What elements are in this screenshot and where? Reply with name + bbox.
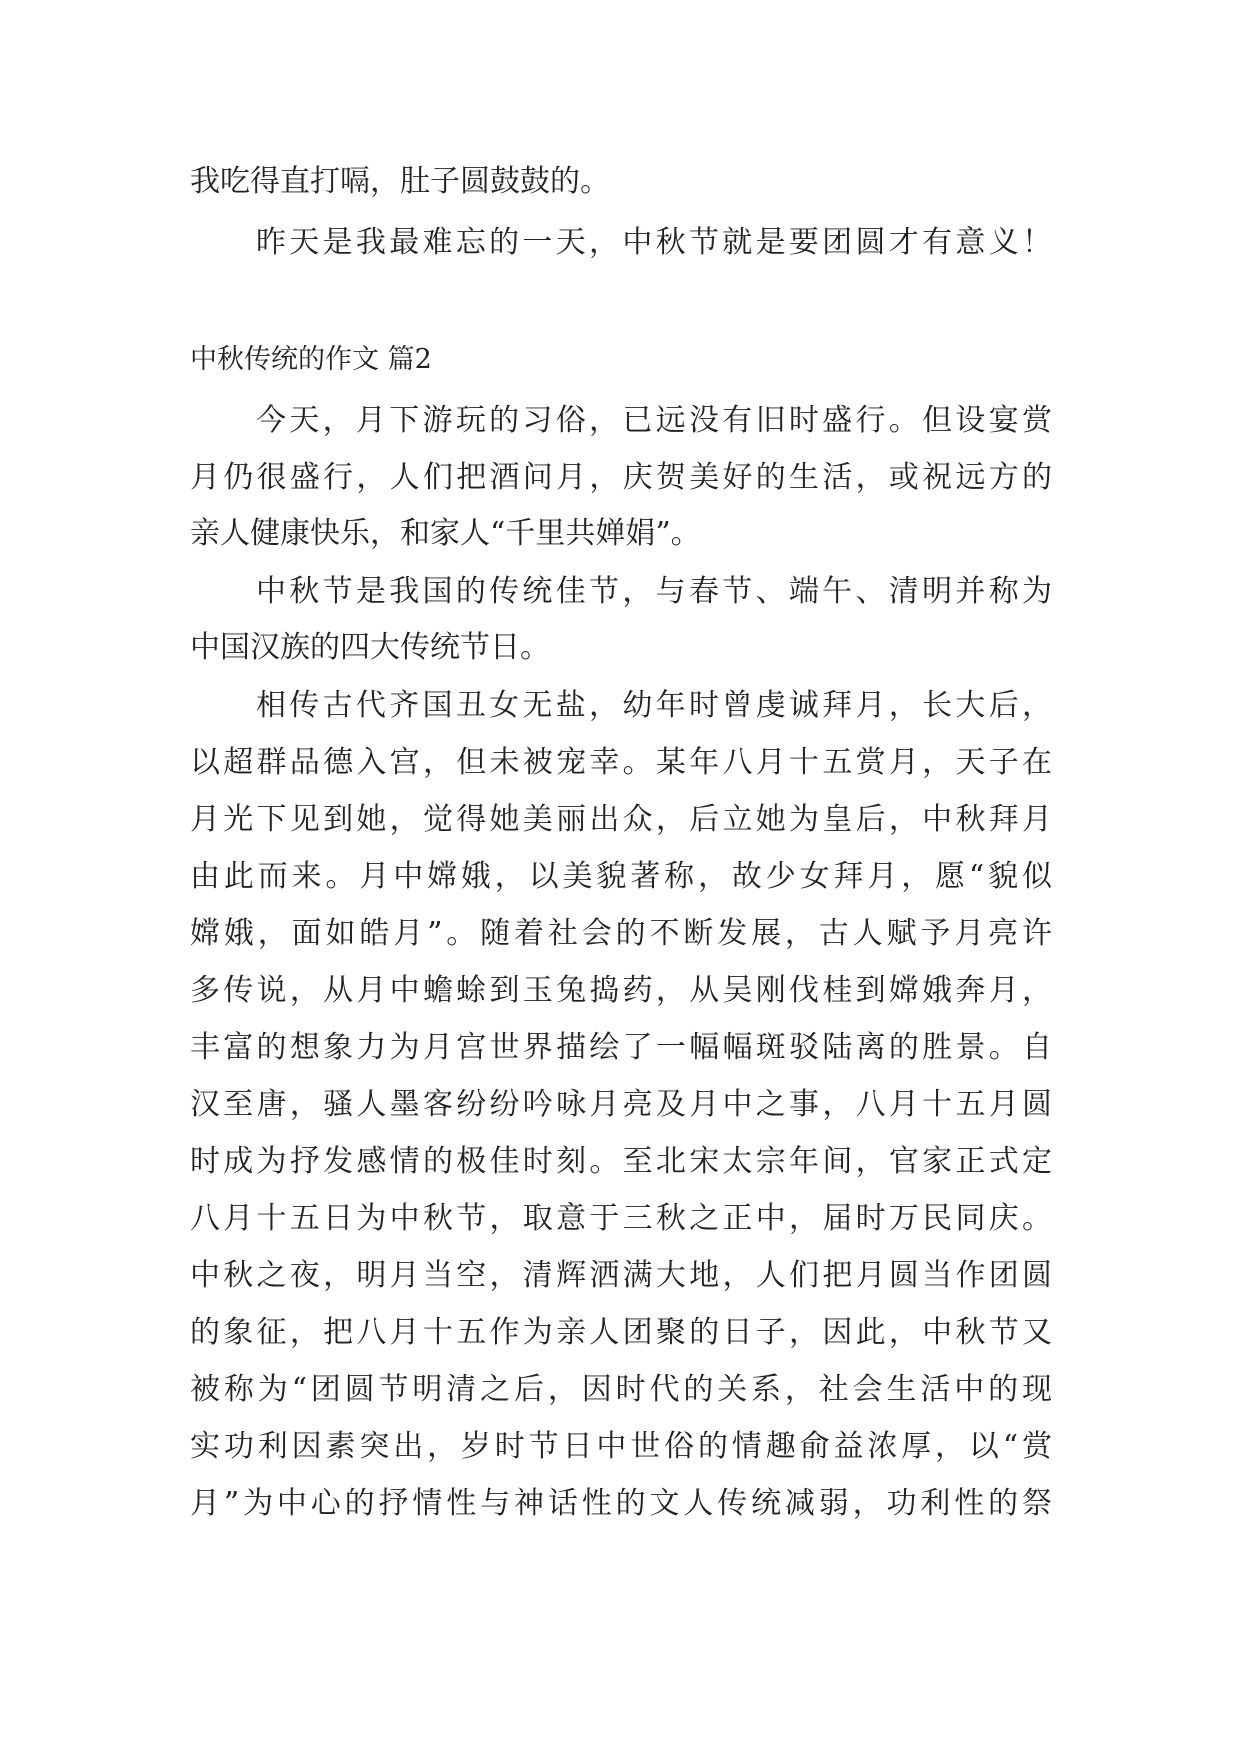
body-text-line: 月光下见到她，觉得她美丽出众，后立她为皇后，中秋拜月 bbox=[190, 802, 1052, 837]
body-text-line: 丰富的想象力为月宫世界描绘了一幅幅斑驳陆离的胜景。自 bbox=[190, 1030, 1052, 1065]
body-text-line: 多传说，从月中蟾蜍到玉兔捣药，从吴刚伐桂到嫦娥奔月， bbox=[190, 973, 1052, 1008]
body-text-line: 中秋节是我国的传统佳节，与春节、端午、清明并称为 bbox=[256, 574, 1052, 609]
body-text-line: 中秋之夜，明月当空，清辉洒满大地，人们把月圆当作团圆 bbox=[190, 1258, 1052, 1293]
body-text-line: 我吃得直打嗝，肚子圆鼓鼓的。 bbox=[190, 164, 610, 199]
body-text-line: 汉至唐，骚人墨客纷纷吟咏月亮及月中之事，八月十五月圆 bbox=[190, 1087, 1052, 1122]
body-text-line: 相传古代齐国丑女无盐，幼年时曾虔诚拜月，长大后， bbox=[256, 688, 1052, 723]
body-text-line: 中国汉族的四大传统节日。 bbox=[190, 630, 550, 665]
body-text-line: 亲人健康快乐，和家人“千里共婵娟”。 bbox=[190, 516, 701, 551]
body-text-line: 八月十五日为中秋节，取意于三秋之正中，届时万民同庆。 bbox=[190, 1201, 1052, 1236]
body-text-line: 今天，月下游玩的习俗，已远没有旧时盛行。但设宴赏 bbox=[256, 403, 1052, 438]
body-text-line: 时成为抒发感情的极佳时刻。至北宋太宗年间，官家正式定 bbox=[190, 1144, 1052, 1179]
body-text-line: 由此而来。月中嫦娥，以美貌著称，故少女拜月，愿“貌似 bbox=[190, 859, 1052, 894]
section-heading: 中秋传统的作文 篇2 bbox=[190, 344, 432, 375]
body-text-line: 月仍很盛行，人们把酒问月，庆贺美好的生活，或祝远方的 bbox=[190, 460, 1052, 495]
body-text-line: 月”为中心的抒情性与神话性的文人传统减弱，功利性的祭 bbox=[190, 1486, 1052, 1521]
body-text-line: 以超群品德入宫，但未被宠幸。某年八月十五赏月，天子在 bbox=[190, 745, 1052, 780]
body-text-line: 被称为“团圆节明清之后，因时代的关系，社会生活中的现 bbox=[190, 1372, 1052, 1407]
body-text-line: 实功利因素突出，岁时节日中世俗的情趣俞益浓厚，以“赏 bbox=[190, 1429, 1052, 1464]
body-text-line: 的象征，把八月十五作为亲人团聚的日子，因此，中秋节又 bbox=[190, 1315, 1052, 1350]
body-text-line: 昨天是我最难忘的一天，中秋节就是要团圆才有意义！ bbox=[256, 225, 1052, 260]
body-text-line: 嫦娥，面如皓月”。随着社会的不断发展，古人赋予月亮许 bbox=[190, 916, 1052, 951]
